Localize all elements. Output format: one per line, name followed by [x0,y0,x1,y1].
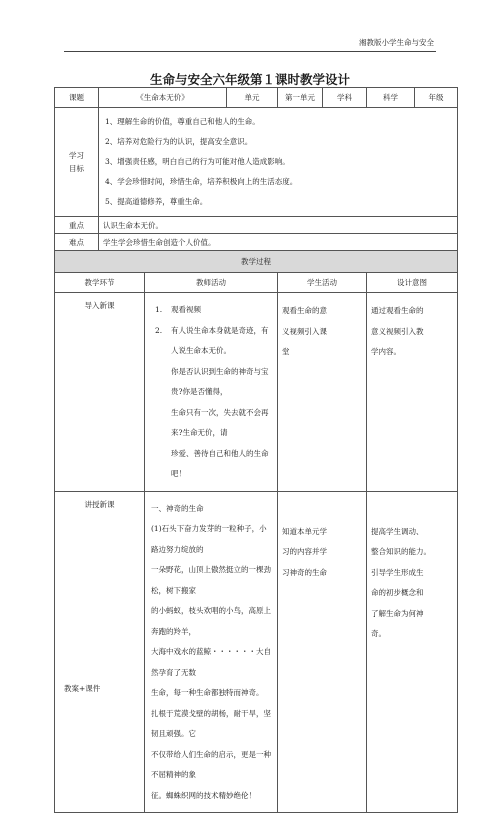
design-intent-teaching: 提高学生调动、 整合知识的能力。 引导学生形成生 命的初步概念和 了解生命为何神 奇。 [367,491,458,813]
process-row-intro [55,293,458,492]
unit-label: 单元 [227,88,278,108]
design-intent-intro: 通过观看生命的 意义视频引入教 学内容。 [367,293,458,492]
subject-label: 学科 [323,88,367,108]
key-point-label: 重点 [55,217,99,234]
unit-value: 第一单元 [278,88,323,108]
topic-value: 《生命本无价》 [99,88,227,108]
topic-label: 课题 [55,88,99,108]
difficulty-label: 难点 [55,234,99,251]
document-title: 生命与安全六年级第１课时教学设计 [149,72,350,87]
process-band: 教学过程 [55,251,458,273]
goals-label [55,108,99,217]
goals-label-line2: 目标 [69,164,84,173]
column-intent: 设计意图 [367,273,458,293]
column-student: 学生活动 [278,273,367,293]
grade-cell [415,88,458,108]
subject-value: 科学 [367,88,415,108]
column-teacher: 教师活动 [145,273,278,293]
goals-list [99,108,458,217]
key-point-value: 认识生命本无价。 [99,217,458,234]
teacher-item: 2. 有人说生命本身就是奇迹，有人说生命本无价。 你是否认识到生命的神奇与宝贵?你是否懂得， 生命只有一次，失去就不会再来?生命无价，请 珍爱、善待自己和他人的生命吧！ [155,325,269,478]
difficulty-value: 学生学会珍惜生命创造个人价值。 [99,234,458,251]
teacher-activity-teaching: 一、神奇的生命 (1)石头下奋力发芽的一粒种子，小路边努力绽放的 一朵野花，山顶上傲然挺立的一棵劲松，树下搬家 的小蚂蚁，枝头欢唱的小鸟，高原上奔跑的羚羊， 大海中戏水的蓝鲸・・・・・・大自然孕育了无数 生命，每一种生命都独特而神奇。 扎根于荒漠戈壁的胡杨，耐干旱，坚韧且顽强。它 不仅带给人们生命的启示，更是一种不屈精神的象 征。蜘蛛织网的技术精妙绝伦！ [145,491,278,813]
column-stage: 教学环节 [55,273,145,293]
goal-item: 4、学会珍惜时间，珍惜生命，培养积极向上的生活态度。 [105,177,298,186]
key-point-row [55,217,458,234]
goal-item: 5、提高道德修养，尊重生命。 [105,197,208,206]
teacher-heading: 一、神奇的生命 [151,503,204,513]
info-row [55,88,458,108]
teacher-item: 1. 观看视频 [155,305,201,314]
header-divider [64,51,436,52]
stage-intro: 导入新课 [55,293,145,492]
grade-label: 年级 [428,93,444,102]
goals-label-line1: 学习 [69,151,84,160]
process-row-teaching [55,491,458,813]
goal-item: 3、增强责任感，明白自己的行为可能对他人造成影响。 [105,157,290,166]
lesson-plan-table [54,87,458,813]
goal-item: 2、培养对危险行为的认识，提高安全意识。 [105,137,253,146]
teacher-activity-intro [145,293,278,492]
footer-text: 教案+课件 [64,684,101,693]
goals-row [55,108,458,217]
student-activity-teaching: 知道本单元学 习的内容并学 习神奇的生命 [278,491,367,813]
stage-teaching: 讲授新课 [55,491,145,813]
difficulty-row [55,234,458,251]
process-header-row [55,273,458,293]
process-band-row [55,251,458,273]
goal-item: 1、理解生命的价值，尊重自己和他人的生命。 [105,117,260,126]
header-publisher: 湘教版小学生命与安全 [359,38,434,47]
student-activity-intro: 观看生命的意 义视频引入课 堂 [278,293,367,492]
